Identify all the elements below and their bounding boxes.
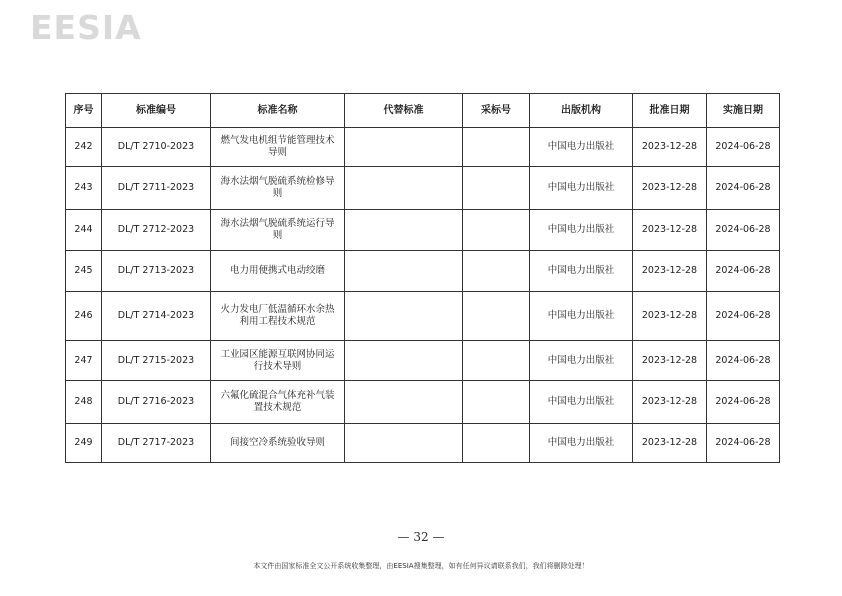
row-effective-date: 2024-06-28 — [707, 210, 780, 251]
row-standard-name: 电力用便携式电动绞磨 — [211, 251, 345, 292]
row-publisher: 中国电力出版社 — [530, 292, 633, 341]
row-standard-name: 火力发电厂低温循环水余热利用工程技术规范 — [211, 292, 345, 341]
header-approval-date: 批准日期 — [633, 94, 707, 128]
table-row — [66, 167, 780, 210]
row-replaced-standard — [345, 381, 463, 424]
row-approval-date: 2023-12-28 — [633, 292, 707, 341]
row-standard-code: DL/T 2712-2023 — [102, 210, 211, 251]
row-serial-no: 245 — [66, 251, 102, 292]
row-standard-code: DL/T 2716-2023 — [102, 381, 211, 424]
table-row — [66, 424, 780, 463]
row-serial-no: 249 — [66, 424, 102, 463]
row-adopted-standard-no — [463, 292, 530, 341]
table-row — [66, 251, 780, 292]
row-serial-no: 243 — [66, 167, 102, 210]
row-publisher: 中国电力出版社 — [530, 210, 633, 251]
footer-note: 本文件由国家标准全文公开系统收集整理，由EESIA搜集整理，如有任何异议请联系我们，我们将删除处理！ — [253, 562, 589, 570]
row-effective-date: 2024-06-28 — [707, 251, 780, 292]
row-adopted-standard-no — [463, 424, 530, 463]
table-row — [66, 292, 780, 341]
row-standard-code: DL/T 2715-2023 — [102, 341, 211, 381]
row-standard-name: 燃气发电机组节能管理技术导则 — [211, 128, 345, 167]
row-adopted-standard-no — [463, 128, 530, 167]
table-row — [66, 381, 780, 424]
row-effective-date: 2024-06-28 — [707, 167, 780, 210]
row-standard-name: 六氟化硫混合气体充补气装置技术规范 — [211, 381, 345, 424]
row-standard-code: DL/T 2713-2023 — [102, 251, 211, 292]
row-effective-date: 2024-06-28 — [707, 292, 780, 341]
row-serial-no: 248 — [66, 381, 102, 424]
row-replaced-standard — [345, 210, 463, 251]
row-standard-code: DL/T 2711-2023 — [102, 167, 211, 210]
table-row — [66, 210, 780, 251]
row-standard-code: DL/T 2714-2023 — [102, 292, 211, 341]
row-standard-name: 海水法烟气脱硫系统运行导则 — [211, 210, 345, 251]
row-publisher: 中国电力出版社 — [530, 167, 633, 210]
row-adopted-standard-no — [463, 251, 530, 292]
row-standard-name: 工业园区能源互联网协同运行技术导则 — [211, 341, 345, 381]
header-adopted-standard-no: 采标号 — [463, 94, 530, 128]
row-serial-no: 246 — [66, 292, 102, 341]
header-standard-name: 标准名称 — [211, 94, 345, 128]
row-replaced-standard — [345, 167, 463, 210]
row-standard-name: 海水法烟气脱硫系统检修导则 — [211, 167, 345, 210]
row-effective-date: 2024-06-28 — [707, 381, 780, 424]
row-adopted-standard-no — [463, 381, 530, 424]
row-replaced-standard — [345, 424, 463, 463]
row-standard-name: 间接空冷系统验收导则 — [211, 424, 345, 463]
row-approval-date: 2023-12-28 — [633, 210, 707, 251]
row-serial-no: 244 — [66, 210, 102, 251]
row-adopted-standard-no — [463, 167, 530, 210]
row-replaced-standard — [345, 251, 463, 292]
table-header-row — [66, 94, 780, 128]
header-standard-code: 标准编号 — [102, 94, 211, 128]
row-serial-no: 247 — [66, 341, 102, 381]
row-approval-date: 2023-12-28 — [633, 381, 707, 424]
row-publisher: 中国电力出版社 — [530, 341, 633, 381]
row-replaced-standard — [345, 292, 463, 341]
row-publisher: 中国电力出版社 — [530, 424, 633, 463]
row-adopted-standard-no — [463, 210, 530, 251]
table-row — [66, 341, 780, 381]
row-standard-code: DL/T 2710-2023 — [102, 128, 211, 167]
row-approval-date: 2023-12-28 — [633, 424, 707, 463]
header-replaced-standard: 代替标准 — [345, 94, 463, 128]
row-approval-date: 2023-12-28 — [633, 128, 707, 167]
standards-table — [65, 93, 780, 463]
row-serial-no: 242 — [66, 128, 102, 167]
header-publisher: 出版机构 — [530, 94, 633, 128]
eesia-watermark-logo: EESIA — [30, 8, 142, 47]
row-publisher: 中国电力出版社 — [530, 251, 633, 292]
page-number: — 32 — — [397, 530, 445, 544]
row-replaced-standard — [345, 128, 463, 167]
row-approval-date: 2023-12-28 — [633, 167, 707, 210]
header-serial-no: 序号 — [66, 94, 102, 128]
row-effective-date: 2024-06-28 — [707, 424, 780, 463]
table-row — [66, 128, 780, 167]
row-approval-date: 2023-12-28 — [633, 341, 707, 381]
row-effective-date: 2024-06-28 — [707, 341, 780, 381]
row-publisher: 中国电力出版社 — [530, 381, 633, 424]
row-adopted-standard-no — [463, 341, 530, 381]
row-publisher: 中国电力出版社 — [530, 128, 633, 167]
row-approval-date: 2023-12-28 — [633, 251, 707, 292]
header-effective-date: 实施日期 — [707, 94, 780, 128]
row-standard-code: DL/T 2717-2023 — [102, 424, 211, 463]
row-effective-date: 2024-06-28 — [707, 128, 780, 167]
row-replaced-standard — [345, 341, 463, 381]
